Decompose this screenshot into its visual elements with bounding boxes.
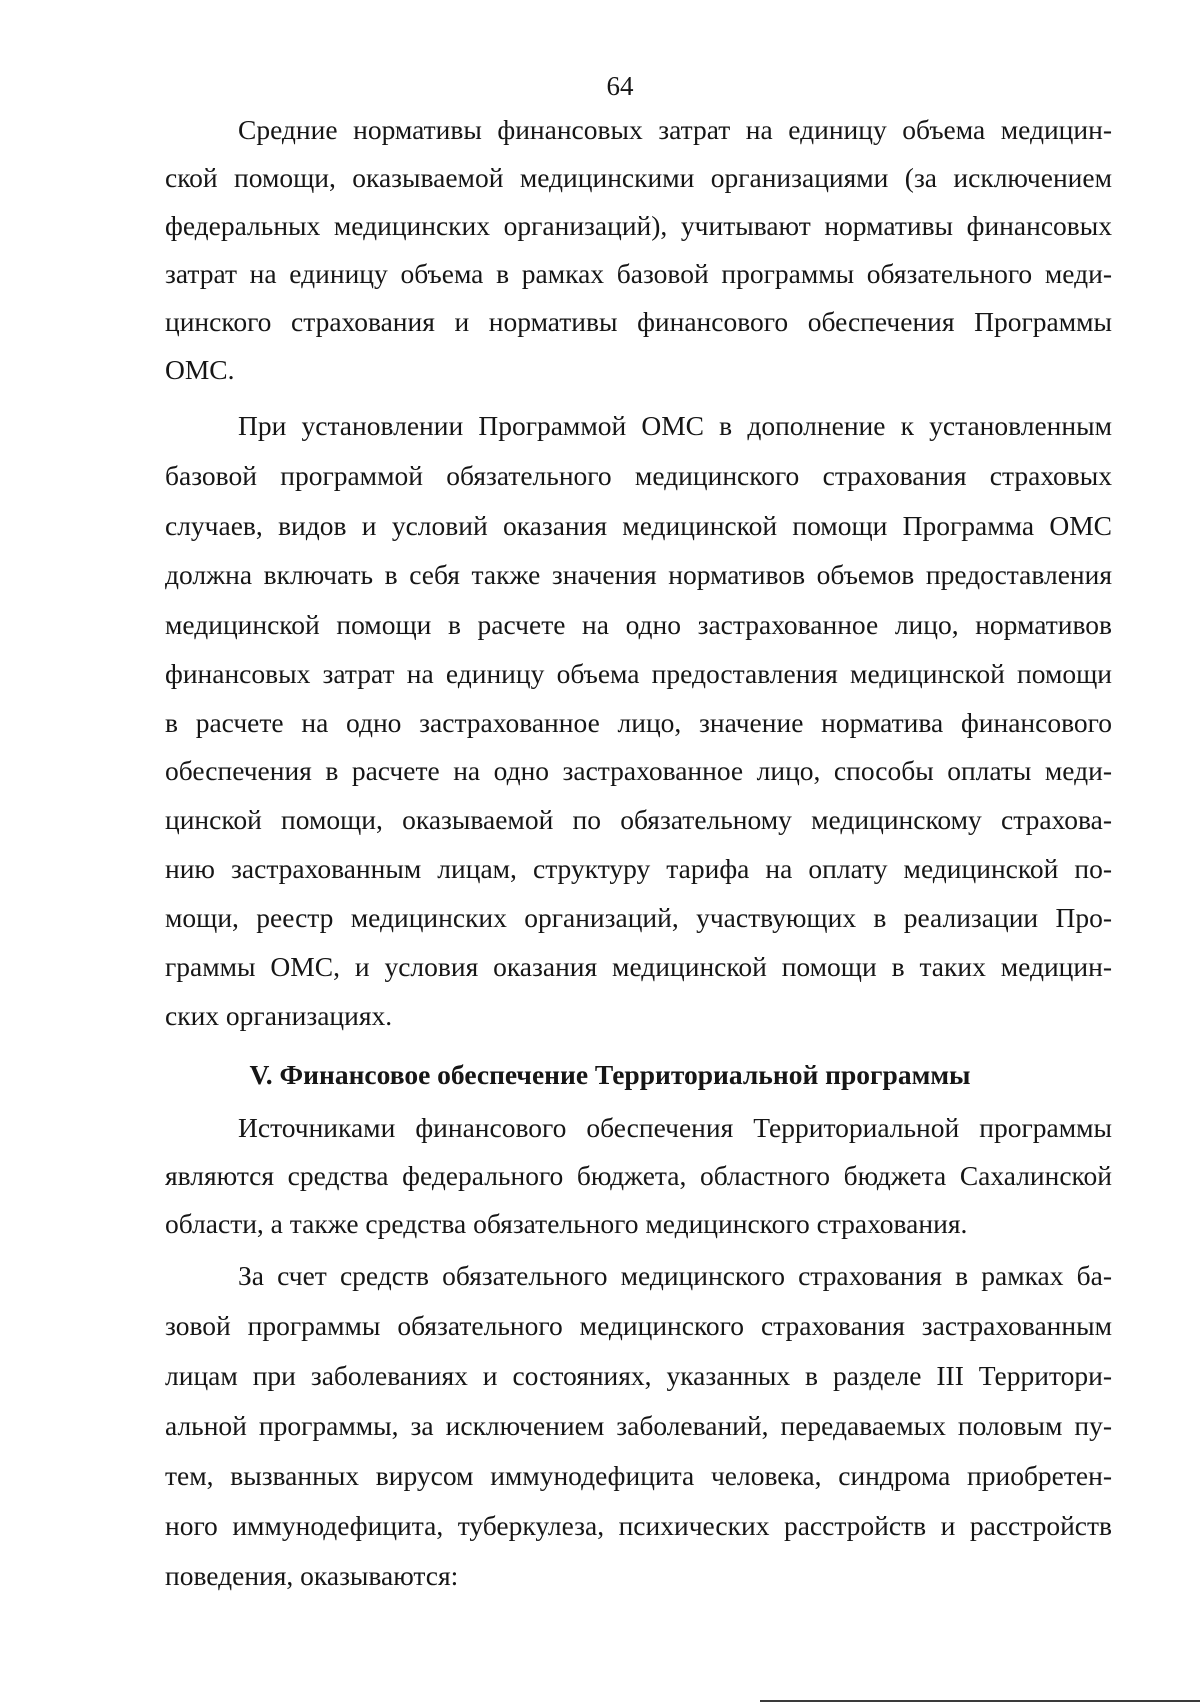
text-line: обеспечения в расчете на одно застрахованное лицо, способы оплаты меди- [165,755,1112,786]
text-line: Средние нормативы финансовых затрат на единицу объема медицин- [238,114,1112,145]
section-heading: V. Финансовое обеспечение Территориальной программы [249,1059,971,1090]
text-line: финансовых затрат на единицу объема предоставления медицинской помощи [165,658,1112,689]
text-line: лицам при заболеваниях и состояниях, указанных в разделе III Территори- [165,1360,1112,1391]
text-line: в расчете на одно застрахованное лицо, значение норматива финансового [165,707,1112,738]
text-line: цинской помощи, оказываемой по обязательному медицинскому страхова- [165,804,1112,835]
text-line: области, а также средства обязательного медицинского страхования. [165,1208,968,1239]
bottom-rule [760,1700,1200,1702]
text-line: случаев, видов и условий оказания медицинской помощи Программа ОМС [165,510,1112,541]
text-line: ного иммунодефицита, туберкулеза, психических расстройств и расстройств [165,1510,1112,1541]
text-line: альной программы, за исключением заболеваний, передаваемых половым пу- [165,1410,1112,1441]
text-line: базовой программой обязательного медицинского страхования страховых [165,460,1112,491]
text-line: ской помощи, оказываемой медицинскими организациями (за исключением [165,162,1112,193]
text-line: должна включать в себя также значения нормативов объемов предоставления [165,559,1112,590]
text-line: затрат на единицу объема в рамках базовой программы обязательного меди- [165,258,1112,289]
text-line: ских организациях. [165,1000,393,1031]
text-line: медицинской помощи в расчете на одно застрахованное лицо, нормативов [165,609,1112,640]
text-line: федеральных медицинских организаций), учитывают нормативы финансовых [165,210,1112,241]
text-line: При установлении Программой ОМС в дополнение к установленным [238,410,1112,441]
text-line: являются средства федерального бюджета, областного бюджета Сахалинской [165,1160,1112,1191]
text-line: ОМС. [165,354,235,385]
text-line: тем, вызванных вирусом иммунодефицита человека, синдрома приобретен- [165,1460,1112,1491]
text-line: мощи, реестр медицинских организаций, участвующих в реализации Про- [165,902,1112,933]
text-line: нию застрахованным лицам, структуру тарифа на оплату медицинской по- [165,853,1112,884]
text-line: За счет средств обязательного медицинского страхования в рамках ба- [238,1260,1112,1291]
page-number: 64 [606,71,634,101]
text-line: граммы ОМС, и условия оказания медицинской помощи в таких медицин- [165,951,1112,982]
text-line: поведения, оказываются: [165,1560,459,1591]
text-line: цинского страхования и нормативы финансового обеспечения Программы [165,306,1112,337]
text-line: зовой программы обязательного медицинского страхования застрахованным [165,1310,1112,1341]
text-line: Источниками финансового обеспечения Территориальной программы [238,1112,1112,1143]
